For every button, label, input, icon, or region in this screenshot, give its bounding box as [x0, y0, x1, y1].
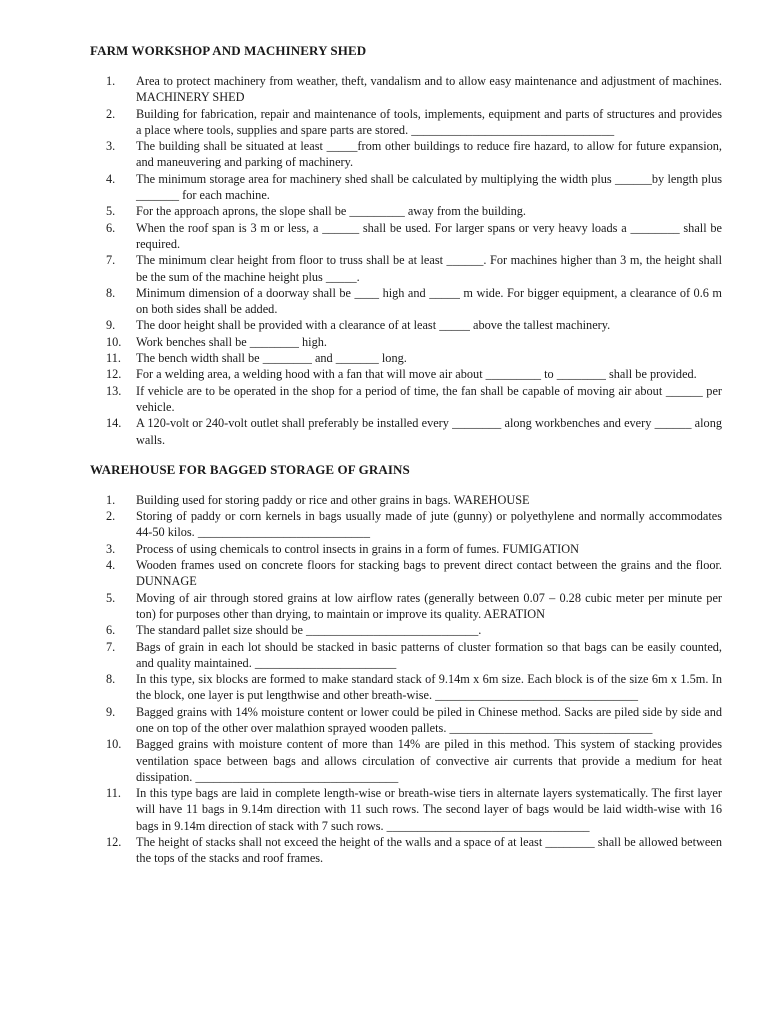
question-number: 12.	[106, 367, 122, 382]
question-text: Bagged grains with moisture content of more than 14% are piled in this method. This system of stacking provides ventilation space between bags and allows circulation of convective air currents that provide a medium for heat dissipation. _________________________________	[136, 737, 722, 784]
question-text: The standard pallet size should be ____________________________.	[136, 623, 482, 638]
question-item	[90, 317, 722, 333]
question-number: 4.	[106, 558, 116, 573]
question-item	[90, 350, 722, 366]
question-text: Area to protect machinery from weather, theft, vandalism and to allow easy maintenance and adjustment of machines. MACHINERY SHED	[136, 74, 722, 105]
question-item	[90, 541, 722, 557]
question-item	[90, 785, 722, 834]
workshop-question-list	[90, 73, 722, 448]
question-item	[90, 622, 722, 638]
question-item	[90, 492, 722, 508]
question-item	[90, 557, 722, 590]
question-number: 1.	[106, 492, 116, 507]
question-item	[90, 106, 722, 139]
question-item	[90, 220, 722, 253]
question-text: Work benches shall be ________ high.	[136, 334, 327, 349]
question-number: 6.	[106, 623, 116, 638]
question-text: For a welding area, a welding hood with a fan that will move air about _________ to ________ shall be provided.	[136, 367, 697, 382]
question-number: 10.	[106, 737, 122, 752]
question-number: 11.	[106, 786, 121, 801]
question-text: A 120-volt or 240-volt outlet shall preferably be installed every ________ along workbenches and every ______ along walls.	[136, 416, 722, 447]
question-number: 6.	[106, 220, 116, 235]
question-number: 9.	[106, 704, 116, 719]
question-number: 4.	[106, 171, 116, 186]
question-text: The minimum storage area for machinery shed shall be calculated by multiplying the width plus ______by length plus _______ for each machine.	[136, 171, 722, 203]
question-item	[90, 252, 722, 285]
question-number: 7.	[106, 639, 116, 654]
question-number: 13.	[106, 383, 122, 398]
question-item	[90, 366, 722, 382]
question-text: For the approach aprons, the slope shall be _________ away from the building.	[136, 204, 526, 219]
question-number: 5.	[106, 204, 116, 219]
warehouse-question-list	[90, 492, 722, 867]
question-text: Wooden frames used on concrete floors for stacking bags to prevent direct contact between the grains and the floor. DUNNAGE	[136, 558, 722, 589]
question-item	[90, 639, 722, 672]
question-text: In this type, six blocks are formed to make standard stack of 9.14m x 6m size. Each block is of the size 6m x 1.5m. In the block, one layer is put lengthwise and other breath-wise. _________________________________	[136, 672, 722, 703]
question-number: 8.	[106, 672, 116, 687]
question-number: 10.	[106, 334, 122, 349]
question-item	[90, 415, 722, 448]
question-number: 9.	[106, 318, 116, 333]
question-text: Building for fabrication, repair and maintenance of tools, implements, equipment and parts of structures and provides a place where tools, supplies and spare parts are stored. _________________________________	[136, 106, 722, 137]
question-text: Building used for storing paddy or rice and other grains in bags. WAREHOUSE	[136, 492, 530, 507]
question-text: When the roof span is 3 m or less, a ______ shall be used. For larger spans or very heavy loads a ________ shall be required.	[136, 220, 722, 251]
question-text: The minimum clear height from floor to truss shall be at least ______. For machines higher than 3 m, the height shall be the sum of the machine height plus _____.	[136, 253, 722, 284]
question-item	[90, 736, 722, 785]
question-number: 3.	[106, 139, 116, 154]
question-number: 14.	[106, 416, 122, 431]
question-number: 3.	[106, 541, 116, 556]
question-number: 1.	[106, 74, 116, 88]
question-number: 2.	[106, 106, 116, 121]
question-item	[90, 671, 722, 704]
question-text: The height of stacks shall not exceed the height of the walls and a space of at least ________ shall be allowed between the tops of the stacks and roof frames.	[136, 835, 722, 866]
question-item	[90, 383, 722, 416]
question-item	[90, 590, 722, 623]
question-text: The bench width shall be ________ and _______ long.	[136, 351, 407, 366]
question-number: 11.	[106, 351, 121, 366]
question-text: The door height shall be provided with a clearance of at least _____ above the tallest machinery.	[136, 318, 611, 333]
question-number: 12.	[106, 835, 122, 850]
question-item	[90, 171, 722, 204]
question-text: Moving of air through stored grains at low airflow rates (generally between 0.07 – 0.28 cubic meter per minute per ton) for purposes other than drying, to maintain or improve its quality. AERATION	[136, 590, 722, 621]
question-item	[90, 834, 722, 867]
question-number: 7.	[106, 253, 116, 268]
section-title-warehouse: WAREHOUSE FOR BAGGED STORAGE OF GRAINS	[90, 461, 410, 477]
question-item	[90, 334, 722, 350]
question-text: The building shall be situated at least _____from other buildings to reduce fire hazard, to allow for future expansion, and maneuvering and parking of machinery.	[136, 139, 722, 170]
question-number: 5.	[106, 590, 116, 605]
question-item	[90, 285, 722, 318]
question-item	[90, 203, 722, 219]
question-text: In this type bags are laid in complete length-wise or breath-wise tiers in alternate layers systematically. The first layer will have 11 bags in 9.14m direction with 11 such rows. The second layer of bags would be laid width-wise with 16 bags in 9.14m direction of stack with 7 such rows. _________________________________	[136, 786, 722, 833]
section-title-workshop: FARM WORKSHOP AND MACHINERY SHED	[90, 43, 367, 58]
question-item	[90, 704, 722, 737]
question-item	[90, 73, 722, 106]
question-text: Bags of grain in each lot should be stacked in basic patterns of cluster formation so that bags can be easily counted, and quality maintained. _______________________	[136, 639, 722, 670]
question-item	[90, 138, 722, 171]
question-text: Minimum dimension of a doorway shall be ____ high and _____ m wide. For bigger equipment, a clearance of 0.6 m on both sides shall be added.	[136, 285, 722, 317]
question-text: Storing of paddy or corn kernels in bags usually made of jute (gunny) or polyethylene and normally accommodates 44-50 kilos. ____________________________	[136, 509, 722, 540]
question-text: If vehicle are to be operated in the shop for a period of time, the fan shall be capable of moving air about ______ per vehicle.	[136, 383, 722, 414]
question-item	[90, 508, 722, 541]
question-text: Bagged grains with 14% moisture content or lower could be piled in Chinese method. Sacks are piled side by side and one on top of the other over malathion sprayed wooden pallets. _________________________________	[136, 704, 722, 735]
question-number: 2.	[106, 509, 116, 524]
question-text: Process of using chemicals to control insects in grains in a form of fumes. FUMIGATION	[136, 541, 579, 556]
question-number: 8.	[106, 285, 116, 300]
